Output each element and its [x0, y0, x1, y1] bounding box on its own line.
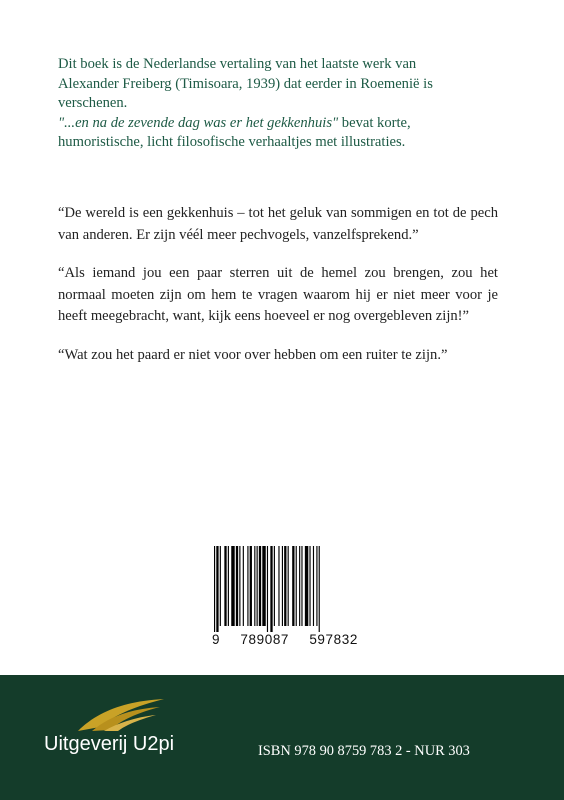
intro-text — [58, 55, 518, 153]
intro-line-rest: bevat korte, — [338, 114, 411, 131]
barcode-bar — [274, 546, 275, 626]
barcode-bar — [278, 546, 279, 626]
barcode-bar — [239, 546, 240, 626]
intro-line: Alexander Freiberg (Timisoara, 1939) dat eerder in Roemenië is — [58, 75, 433, 92]
barcode-bar — [259, 546, 261, 626]
barcode-bar — [243, 546, 244, 626]
barcode-bar — [214, 546, 215, 632]
book-title-quote: "...en na de zevende dag was er het gekkenhuis" — [58, 114, 339, 131]
intro-line: humoristische, licht filosofische verhaaltjes met illustraties. — [58, 134, 406, 150]
barcode-bar — [284, 546, 286, 626]
barcode-bar — [257, 546, 258, 626]
barcode-bar — [313, 546, 314, 626]
barcode-bar — [228, 546, 229, 626]
barcode-bar — [305, 546, 308, 626]
barcode-bar — [309, 546, 310, 626]
publisher-footer — [0, 675, 564, 800]
barcode-bar — [288, 546, 289, 626]
barcode-digits — [212, 632, 358, 647]
quote-paragraph: “De wereld is een gekkenhuis – tot het geluk van sommigen en tot de pech van anderen. Er zijn véél meer pechvogels, vanzelfsprekend.” — [58, 205, 498, 243]
barcode-bar — [282, 546, 283, 626]
barcode-bar — [231, 546, 234, 626]
barcode-bars — [212, 546, 358, 632]
barcode-bar — [292, 546, 294, 626]
quote-paragraph: “Wat zou het paard er niet voor over hebben om een ruiter te zijn.” — [58, 346, 448, 363]
wing-icon — [74, 697, 166, 733]
barcode-bar — [254, 546, 255, 626]
barcode-digit-group: 597832 — [309, 632, 358, 647]
barcode-bar — [250, 546, 252, 626]
barcode-bar — [316, 546, 317, 626]
publisher-logo — [44, 697, 214, 767]
isbn-nur-line: ISBN 978 90 8759 783 2 - NUR 303 — [258, 743, 470, 759]
barcode-bar — [262, 546, 265, 626]
publisher-name: Uitgeverij U2pi — [44, 733, 175, 755]
barcode-bar — [270, 546, 272, 632]
barcode-digit-lead: 9 — [212, 632, 221, 647]
quote-paragraph: “Als iemand jou een paar sterren uit de hemel zou brengen, zou het normaal moeten zijn om hem te vragen waarom hij er niet meer voor je heeft meegebracht, want, kijk eens hoeveel er nog overgebleven zijn!” — [58, 265, 498, 324]
intro-line: Dit boek is de Nederlandse vertaling van het laatste werk van — [58, 56, 417, 72]
barcode-bar — [319, 546, 320, 632]
intro-line — [58, 114, 518, 134]
barcode-bar — [267, 546, 268, 632]
barcode-bar — [299, 546, 300, 626]
barcode-digit-group: 789087 — [240, 632, 290, 647]
barcode-bar — [236, 546, 238, 626]
quotes-section — [58, 203, 498, 383]
barcode-bar — [247, 546, 248, 626]
barcode-bar — [301, 546, 302, 626]
barcode-bar — [224, 546, 226, 626]
barcode-bar — [220, 546, 221, 626]
intro-line: verschenen. — [58, 95, 128, 111]
barcode-bar — [216, 546, 218, 632]
barcode-bar — [296, 546, 297, 626]
